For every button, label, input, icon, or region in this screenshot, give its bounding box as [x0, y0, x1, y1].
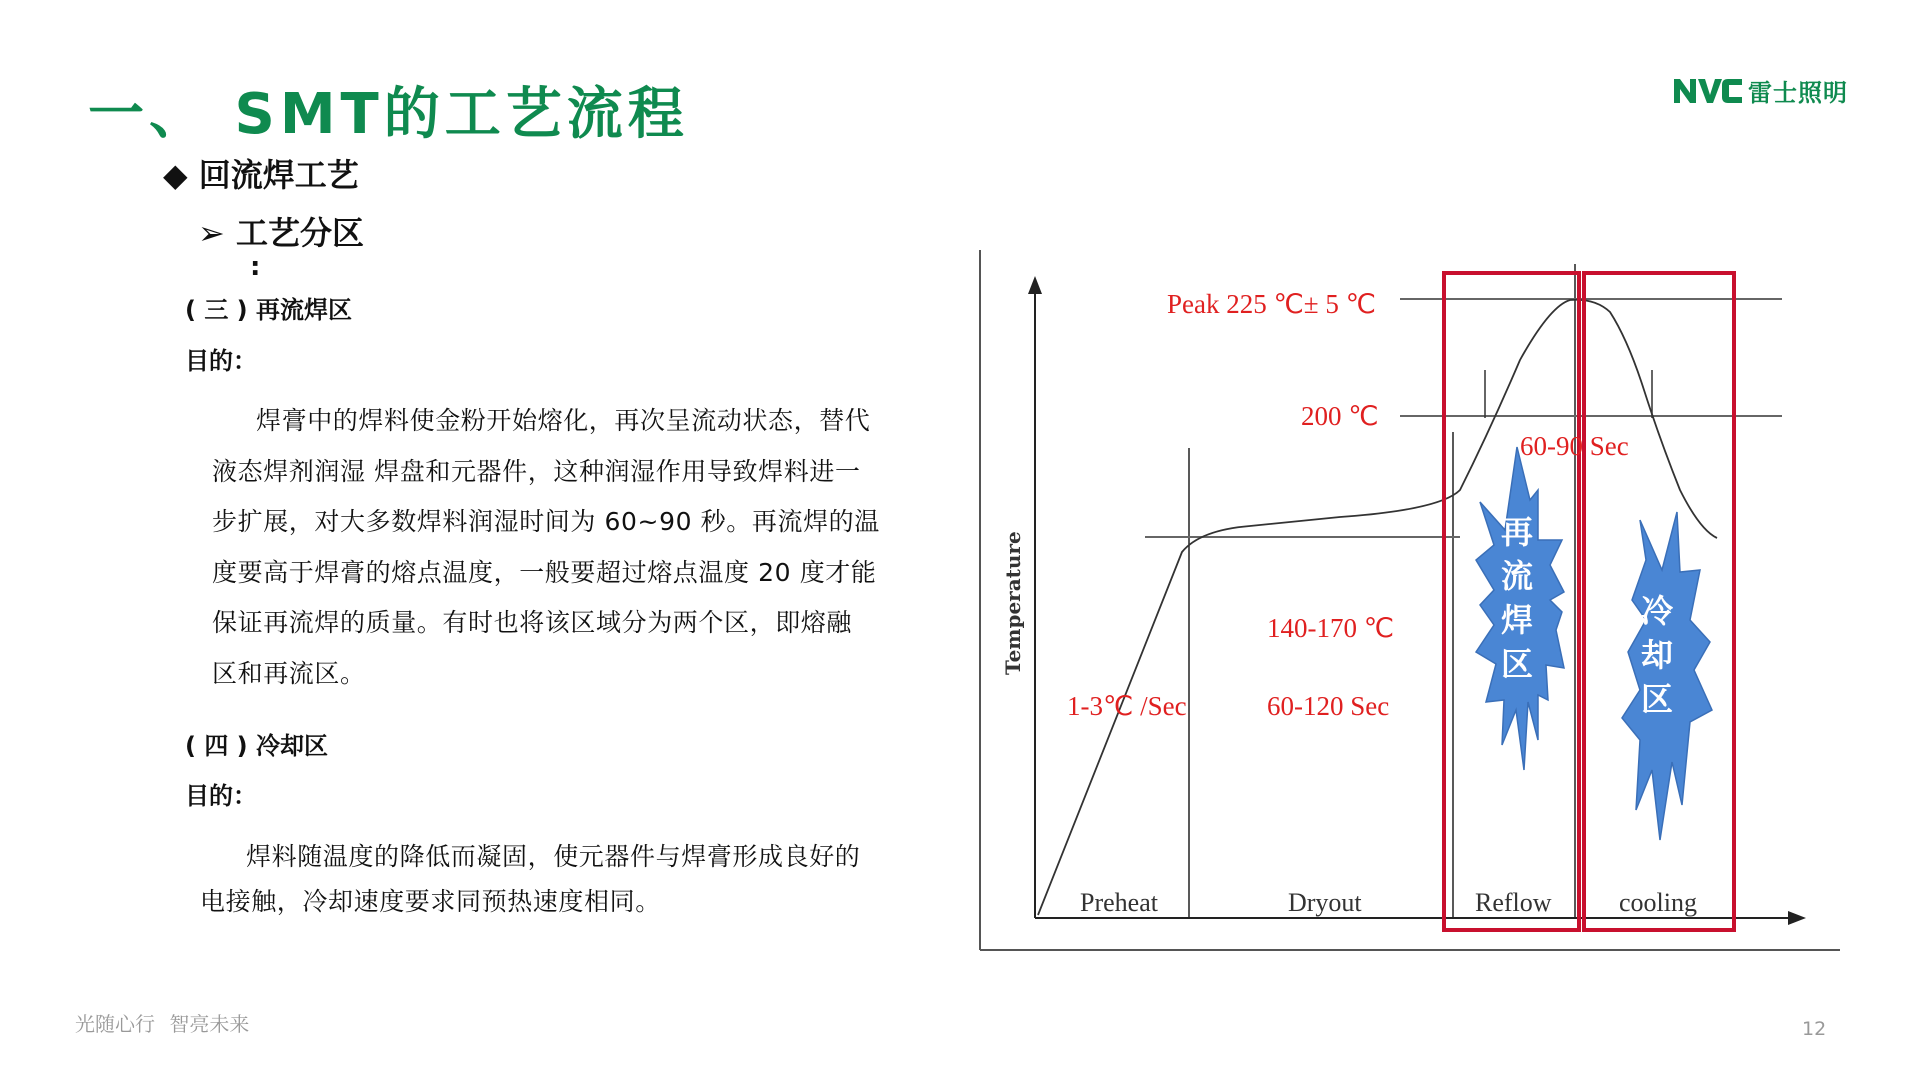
paragraph-line: 电接触，冷却速度要求同预热速度相同。: [200, 887, 661, 916]
cooling-burst-label-3: 区: [1640, 680, 1674, 718]
section-reflow-paragraph: [212, 396, 972, 699]
nvc-logo-icon: [1672, 75, 1744, 105]
bullet-text: 回流焊工艺: [198, 156, 359, 194]
arrow-bullet-icon: ➢: [198, 214, 236, 252]
dryout-temp-annotation: 140-170 ℃: [1267, 613, 1395, 643]
y-axis-label: Temperature: [1001, 531, 1025, 675]
nvc-logo: [1672, 70, 1848, 110]
zone-label-reflow: Reflow: [1475, 888, 1552, 917]
bullet-process-zones: [198, 208, 364, 254]
reflow-burst-label-2: 流: [1500, 557, 1534, 595]
temperature-profile-curve: [1038, 300, 1717, 915]
zone-label-cooling: cooling: [1619, 888, 1697, 917]
paragraph-line: 步扩展，对大多数焊料润湿时间为 60~90 秒。再流焊的温: [212, 507, 880, 536]
zone-label-preheat: Preheat: [1080, 888, 1158, 917]
cooling-burst-label-2: 却: [1640, 636, 1674, 674]
logo-text: 雷士照明: [1748, 78, 1848, 107]
section-cooling-aim: 目的：: [185, 782, 257, 810]
peak-annotation: Peak 225 ℃± 5 ℃: [1167, 289, 1376, 319]
page-title: 一、 SMT的工艺流程: [88, 82, 689, 147]
dryout-time-annotation: 60-120 Sec: [1267, 691, 1390, 721]
paragraph-line: 保证再流焊的质量。有时也将该区域分为两个区，即熔融: [212, 608, 853, 637]
reflow-profile-chart: [960, 240, 1850, 960]
reflow-burst-label-1: 再: [1500, 513, 1534, 551]
reflow-time-annotation: 60-90 Sec: [1520, 431, 1629, 461]
section-reflow-heading: ( 三 ) 再流焊区: [185, 296, 353, 324]
page-number: 12: [1802, 1018, 1827, 1040]
paragraph-line: 液态焊剂润湿 焊盘和元器件，这种润湿作用导致焊料进一: [212, 456, 861, 486]
reflow-burst-label-3: 焊: [1500, 601, 1534, 639]
section-cooling-heading: ( 四 ) 冷却区: [185, 732, 329, 760]
bullet-reflow-process: [163, 150, 359, 196]
paragraph-line: 度要高于焊膏的熔点温度，一般要超过熔点温度 20 度才能: [212, 557, 877, 587]
cooling-burst-label-1: 冷: [1640, 592, 1674, 630]
bullet-text: 工艺分区: [235, 214, 364, 252]
x-axis-arrow-icon: [1788, 911, 1806, 925]
paragraph-line: 焊膏中的焊料使金粉开始熔化，再次呈流动状态，替代: [256, 406, 871, 435]
section-reflow-aim: 目的：: [185, 347, 257, 375]
ramp-rate-annotation: 1-3℃ /Sec: [1067, 691, 1187, 721]
paragraph-line: 区和再流区。: [212, 658, 366, 688]
diamond-bullet-icon: ◆: [163, 156, 199, 194]
reflow-burst-label-4: 区: [1500, 645, 1534, 683]
section-cooling-paragraph: [200, 834, 940, 924]
colon: :: [250, 252, 261, 282]
melt-annotation: 200 ℃: [1301, 401, 1379, 431]
footer-slogan: 光随心行 智亮未来: [75, 1012, 250, 1036]
y-axis-arrow-icon: [1028, 276, 1042, 294]
zone-label-dryout: Dryout: [1288, 888, 1362, 917]
paragraph-line: 焊料随温度的降低而凝固，使元器件与焊膏形成良好的: [246, 842, 861, 871]
cooling-burst-shape: [1622, 512, 1712, 840]
